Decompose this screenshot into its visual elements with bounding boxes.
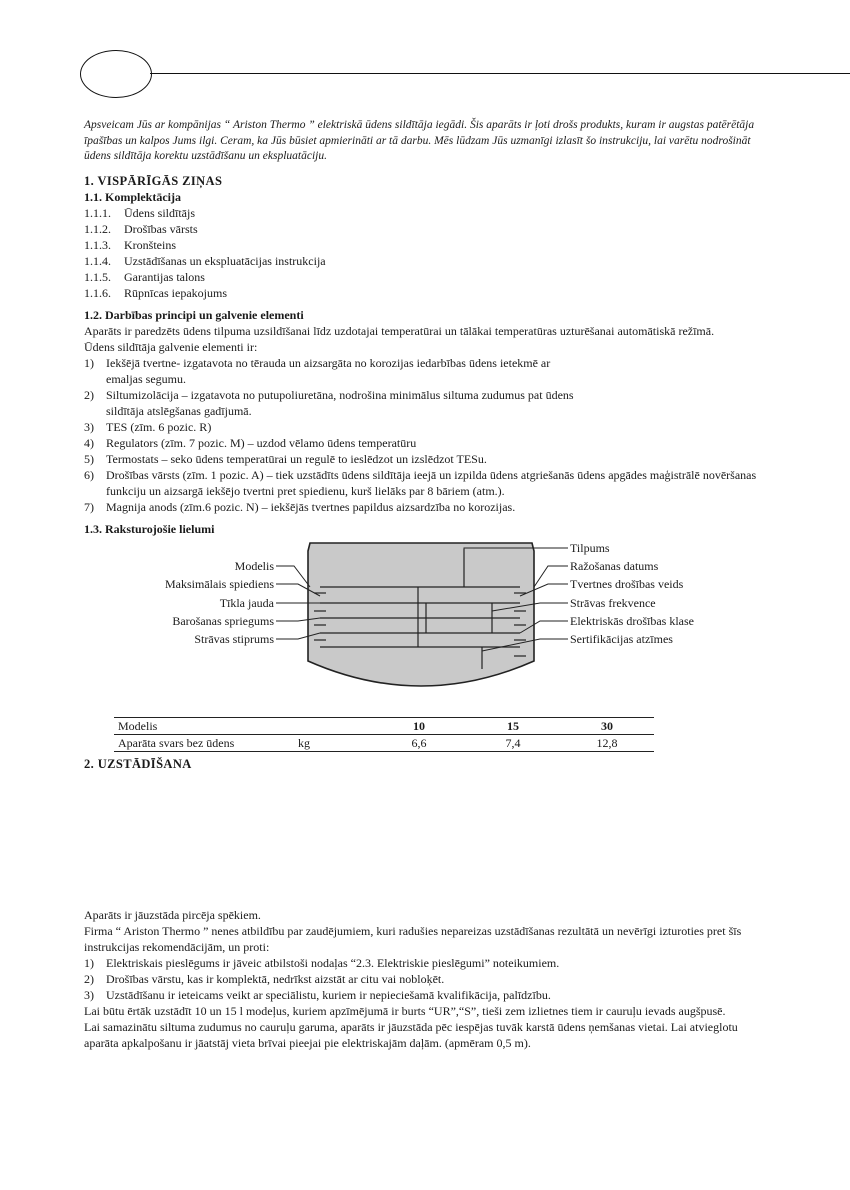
table-cell: 12,8 (560, 734, 654, 751)
item-number: 5) (84, 451, 94, 466)
list-item (84, 499, 774, 515)
installation-paragraph-1: Aparāts ir jāuzstāda pircēja spēkiem. (84, 908, 261, 922)
section-1-3-title: 1.3. Raksturojošie lielumi (84, 521, 215, 536)
list-item (84, 387, 774, 419)
table-cell: 7,4 (466, 734, 560, 751)
item-text: Drošības vārsts (zīm. 1 pozic. A) – tiek uzstādīts ūdens sildītāja ieejā un izpilda ūdens atgriešanās ūdens apgādes maģistrālē novēršanas funkciju un aizsargā iekšējo tvertni pret spiedienu, kurš lielāks par 8 bāriem (atm.). (106, 467, 757, 498)
list-item (84, 467, 774, 499)
installation-paragraph-4: Lai samazinātu siltuma zudumus no cauruļu garuma, aparāts ir jāuzstāda pēc iespējas tuvāk karstā ūdens ņemšanas vietai. Lai atvieglotu aparāta apkalpošanu ir jāatstāj vieta brīvai pieejai pie elektriskajām daļām. (apmēram 0,5 m). (84, 1020, 738, 1050)
table-cell (294, 717, 372, 734)
item-text: Ūdens sildītājs (124, 205, 195, 220)
table-cell: 15 (466, 717, 560, 734)
item-number: 2) (84, 972, 94, 986)
section-1-title: 1. VISPĀRĪGĀS ZIŅAS (84, 173, 223, 188)
item-text: TES (zīm. 6 pozic. R) (106, 419, 212, 434)
item-number: 3) (84, 419, 94, 434)
item-number: 2) (84, 387, 94, 402)
intro-paragraph: Apsveicam Jūs ar kompānijas “ Ariston Thermo ” elektriskā ūdens sildītāja iegādi. Šis aparāts ir ļoti drošs produkts, kuram ir augstas patērētāja īpašības un kalpos Jums ilgi. Ceram, ka Jūs būsiet apmierināti ar tā darbu. Mēs lūdzam Jūs uzmanīgi izlasīt šo instrukciju, lai varētu nodrošināt ūdens sildītāja korektu uzstādīšanu un ekspluatāciju. (84, 119, 755, 162)
operating-principle-paragraph: Aparāts ir paredzēts ūdens tilpuma uzsildīšanai līdz uzdotajai temperatūrai un tālākai temperatūras uzturēšanai automātiskā režīmā. (84, 323, 715, 338)
item-text: Drošības vārsts (124, 221, 198, 236)
list-item (84, 971, 774, 987)
list-item (84, 355, 774, 387)
item-text: Elektriskais pieslēgums ir jāveic atbilstoši nodaļas “2.3. Elektriskie pieslēgumi” noteikumiem. (106, 956, 560, 970)
page-number-oval (80, 50, 152, 98)
table-cell: 10 (372, 717, 466, 734)
item-number: 1.1.5. (84, 269, 111, 284)
rating-plate-diagram (84, 541, 774, 709)
main-elements-list (84, 355, 774, 515)
item-number: 7) (84, 499, 94, 514)
item-text: Drošības vārstu, kas ir komplektā, nedrīkst aizstāt ar citu vai nobloķēt. (106, 972, 445, 986)
table-cell: Aparāta svars bez ūdens (114, 734, 294, 751)
installation-paragraph-2: Firma “ Ariston Thermo ” nenes atbildību par zaudējumiem, kuri radušies nepareizas uzstādīšanas rezultātā un nevērīgi izturoties pret šīs instrukcijas rekomendācijām, un proti: (84, 924, 742, 954)
list-item (84, 435, 774, 451)
item-number: 1) (84, 956, 94, 970)
installation-rules-list (84, 955, 774, 1003)
list-item (84, 285, 774, 301)
list-item (84, 237, 774, 253)
main-elements-intro: Ūdens sildītāja galvenie elementi ir: (84, 339, 258, 354)
item-number: 1.1.6. (84, 285, 111, 300)
main-content (84, 118, 774, 772)
item-text: Magnija anods (zīm.6 pozic. N) – iekšējās tvertnes papildus aizsardzība no korozijas. (106, 499, 516, 514)
section-2-title: 2. UZSTĀDĪŠANA (84, 756, 192, 771)
label-current: Strāvas stiprums (194, 631, 274, 646)
label-certification: Sertifikācijas atzīmes (570, 631, 673, 646)
item-text: Iekšējā tvertne- izgatavota no tērauda un aizsargāta no korozijas iedarbības ūdens ietekmē ar emaljas segumu. (106, 355, 551, 386)
weight-table (114, 717, 654, 752)
list-item (84, 955, 774, 971)
label-volume: Tilpums (570, 540, 610, 555)
item-number: 6) (84, 467, 94, 482)
label-frequency: Strāvas frekvence (570, 595, 656, 610)
item-number: 4) (84, 435, 94, 450)
label-tank-protection: Tvertnes drošības veids (570, 576, 684, 591)
item-text: Kronšteins (124, 237, 176, 252)
header-rule (150, 73, 850, 74)
item-text: Uzstādīšanas un ekspluatācijas instrukcija (124, 253, 326, 268)
label-voltage: Barošanas spriegums (172, 613, 274, 628)
table-cell: 30 (560, 717, 654, 734)
list-item (84, 221, 774, 237)
section-1-2-title: 1.2. Darbības principi un galvenie elementi (84, 307, 304, 322)
label-electrical-class: Elektriskās drošības klase (570, 613, 694, 628)
item-number: 3) (84, 988, 94, 1002)
item-number: 1.1.4. (84, 253, 111, 268)
item-number: 1) (84, 355, 94, 370)
installation-paragraph-3: Lai būtu ērtāk uzstādīt 10 un 15 l modeļus, kuriem apzīmējumā ir burts “UR”,“S”, tieši zem izlietnes tiem ir cauruļu ievads augšpusē. (84, 1004, 726, 1018)
item-number: 1.1.3. (84, 237, 111, 252)
label-model: Modelis (234, 558, 274, 573)
list-item (84, 451, 774, 467)
table-cell: Modelis (114, 717, 294, 734)
item-text: Termostats – seko ūdens temperatūrai un regulē to ieslēdzot un izslēdzot TESu. (106, 451, 487, 466)
list-item (84, 987, 774, 1003)
label-max-pressure: Maksimālais spiediens (165, 576, 274, 591)
list-item (84, 205, 774, 221)
package-contents-list (84, 205, 774, 301)
item-text: Uzstādīšanu ir ieteicams veikt ar speciālistu, kuriem ir nepieciešamā kvalifikācija, palīdzību. (106, 988, 551, 1002)
item-text: Garantijas talons (124, 269, 205, 284)
label-production-date: Ražošanas datums (570, 558, 659, 573)
page-header (80, 50, 850, 100)
section-2-content (84, 907, 774, 1051)
table-row (114, 734, 654, 751)
item-number: 1.1.1. (84, 205, 111, 220)
table-header-row (114, 717, 654, 734)
item-text: Regulators (zīm. 7 pozic. M) – uzdod vēlamo ūdens temperatūru (106, 435, 417, 450)
label-power: Tīkla jauda (219, 595, 274, 610)
table-cell: kg (294, 734, 372, 751)
item-number: 1.1.2. (84, 221, 111, 236)
list-item (84, 269, 774, 285)
list-item (84, 253, 774, 269)
item-text: Rūpnīcas iepakojums (124, 285, 227, 300)
section-1-1-title: 1.1. Komplektācija (84, 189, 181, 204)
list-item (84, 419, 774, 435)
table-cell: 6,6 (372, 734, 466, 751)
item-text: Siltumizolācija – izgatavota no putupoliuretāna, nodrošina minimālus siltuma zudumus pat ūdens sildītāja atslēgšanas gadījumā. (106, 387, 574, 418)
